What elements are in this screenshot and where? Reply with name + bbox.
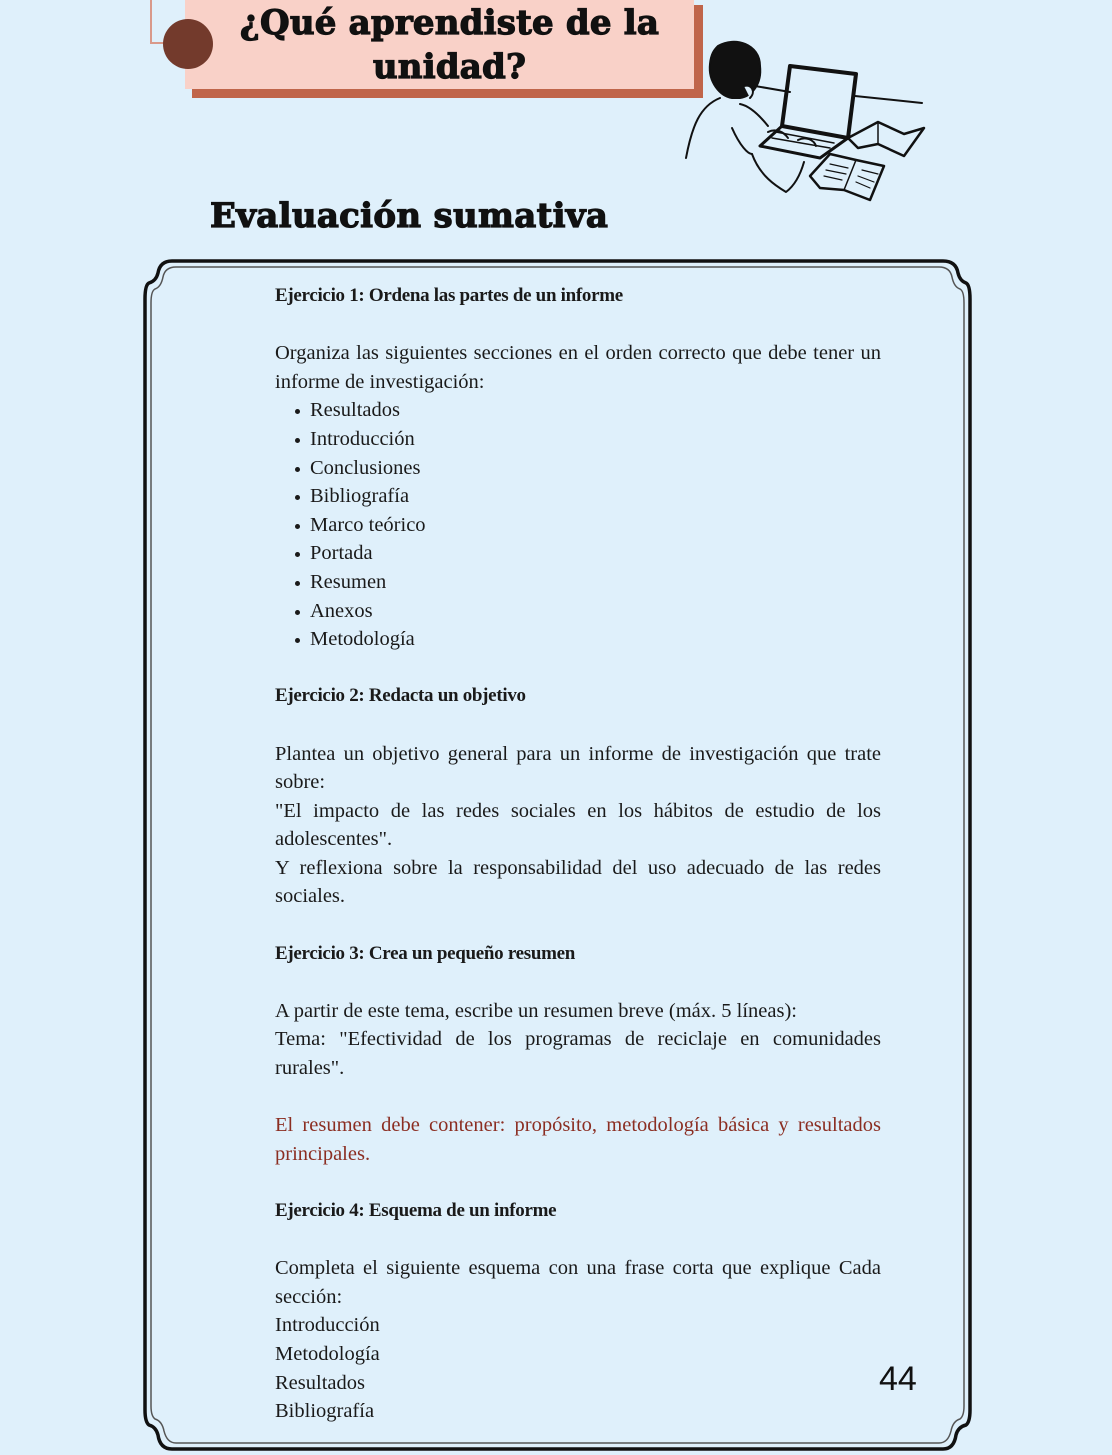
exercise-3-title: Ejercicio 3: Crea un pequeño resumen — [275, 942, 576, 964]
exercise-3-topic: Tema: "Efectividad de los programas de reciclaje en comunidades rurales". — [275, 1028, 881, 1080]
exercise-2-reflection: Y reflexiona sobre la responsabilidad del uso adecuado de las redes sociales. — [275, 856, 881, 908]
outline-item: Metodología — [275, 1342, 380, 1365]
page-title-line-1: ¿Qué aprendiste de la — [239, 2, 660, 43]
list-item: Resumen — [293, 568, 881, 597]
exercise-4-title: Ejercicio 4: Esquema de un informe — [275, 1200, 557, 1221]
exercise-1-title: Ejercicio 1: Ordena las partes de un informe — [275, 285, 623, 306]
section-title: Evaluación sumativa — [210, 196, 609, 236]
student-laptop-illustration-icon — [680, 36, 930, 206]
list-item: Introducción — [293, 425, 881, 454]
list-item: Bibliografía — [293, 482, 881, 511]
exercise-1-list — [275, 396, 881, 653]
exercise-4-instruction: Completa el siguiente esquema con una frase corta que explique Cada sección: — [275, 1257, 881, 1308]
exercise-content — [275, 282, 881, 1426]
exercise-2-quote: "El impacto de las redes sociales en los hábitos de estudio de los adolescentes". — [275, 799, 881, 851]
list-item: Anexos — [293, 597, 881, 626]
outline-item: Resultados — [275, 1371, 365, 1394]
exercise-3-instruction: A partir de este tema, escribe un resumen breve (máx. 5 líneas): — [275, 999, 797, 1022]
list-item: Resultados — [293, 396, 881, 425]
outline-item: Introducción — [275, 1314, 380, 1337]
title-banner — [185, 0, 694, 89]
exercise-1-instruction: Organiza las siguientes secciones en el orden correcto que debe tener un informe de investigación: — [275, 342, 881, 393]
page-title — [220, 1, 659, 89]
banner-dot-icon — [163, 19, 213, 69]
page-number: 44 — [879, 1360, 917, 1398]
exercise-3-note: El resumen debe contener: propósito, metodología básica y resultados principales. — [275, 1114, 881, 1165]
list-item: Conclusiones — [293, 454, 881, 483]
list-item: Marco teórico — [293, 511, 881, 540]
list-item: Portada — [293, 539, 881, 568]
page-title-line-2: unidad? — [372, 46, 527, 87]
exercise-2-title: Ejercicio 2: Redacta un objetivo — [275, 685, 526, 707]
exercise-2-instruction: Plantea un objetivo general para un informe de investigación que trate sobre: — [275, 742, 881, 794]
list-item: Metodología — [293, 625, 881, 654]
outline-item: Bibliografía — [275, 1400, 375, 1423]
